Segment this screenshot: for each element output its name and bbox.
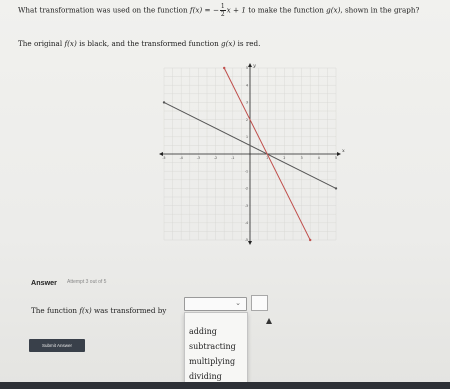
submit-answer-button[interactable]: Submit Answer <box>29 339 85 352</box>
x-axis-label: x <box>342 148 345 154</box>
x-tick-label: 4 <box>317 156 320 160</box>
x-tick-label: -5 <box>162 156 166 160</box>
y-tick-label: 5 <box>245 66 248 71</box>
y-tick-label: -5 <box>244 238 248 243</box>
option-dividing[interactable]: dividing <box>189 372 222 381</box>
graph-description <box>18 39 260 48</box>
question-part3: , shown in the graph? <box>340 5 420 15</box>
question-gx: g(x) <box>326 5 341 15</box>
y-axis-label: y <box>253 63 256 69</box>
x-tick-label: 2 <box>283 156 286 160</box>
x-tick-label: 5 <box>334 156 338 160</box>
y-tick-label: 3 <box>245 100 248 105</box>
black-line-endpoint <box>163 101 165 103</box>
attempt-counter: Attempt 3 out of 5 <box>67 279 107 285</box>
x-tick-label: -1 <box>231 156 235 160</box>
desc-part3: is red. <box>237 39 261 48</box>
y-tick-label: 1 <box>245 135 248 139</box>
transformation-select[interactable] <box>184 297 247 311</box>
mouse-cursor-icon <box>266 318 272 324</box>
question-text <box>18 3 448 18</box>
y-tick-label: 2 <box>245 117 248 122</box>
question-tail: x + 1 <box>226 5 246 15</box>
option-multiplying[interactable]: multiplying <box>189 357 236 366</box>
desc-part2: is black, and the transformed function <box>79 39 219 48</box>
graph-axes <box>159 63 341 245</box>
question-part2: to make the function <box>248 5 324 15</box>
answer-prompt <box>31 306 166 315</box>
x-tick-label: -4 <box>179 156 183 160</box>
question-fx: f(x) = − <box>189 5 219 15</box>
y-tick-label: -3 <box>244 203 248 208</box>
desc-gx: g(x) <box>221 39 236 48</box>
chevron-down-icon: ⌄ <box>235 299 241 307</box>
y-tick-label: -1 <box>244 169 248 174</box>
desc-part1: The original <box>18 39 63 48</box>
transformation-dropdown-menu <box>184 312 248 384</box>
y-tick-label: 4 <box>245 83 248 88</box>
x-tick-label: 1 <box>266 156 269 160</box>
y-axis-arrow-icon <box>248 63 252 67</box>
prompt-part2: was transformed by <box>93 306 167 315</box>
bottom-bar <box>0 382 450 389</box>
fraction-numerator: 1 <box>220 3 225 10</box>
y-axis-arrow-icon <box>248 241 252 245</box>
y-tick-label: -4 <box>244 221 248 225</box>
x-tick-label: 3 <box>300 156 303 160</box>
fraction-denominator: 2 <box>220 11 225 18</box>
x-tick-label: -2 <box>214 156 218 160</box>
prompt-part1: The function <box>31 306 78 315</box>
x-tick-label: -3 <box>196 156 200 160</box>
question-fraction <box>220 3 226 18</box>
x-axis-arrow-icon <box>337 152 341 156</box>
black-line-endpoint <box>335 187 337 189</box>
red-line-endpoint <box>223 67 225 69</box>
prompt-fx: f(x) <box>79 306 92 315</box>
answer-title: Answer <box>31 278 57 287</box>
red-line-endpoint <box>309 239 311 241</box>
question-part1: What transformation was used on the function <box>18 5 188 15</box>
option-adding[interactable]: adding <box>189 327 217 336</box>
desc-fx: f(x) <box>64 39 77 48</box>
y-tick-label: -2 <box>244 186 248 191</box>
option-subtracting[interactable]: subtracting <box>189 342 236 351</box>
coordinate-graph <box>156 58 344 246</box>
answer-input-box[interactable] <box>251 295 268 311</box>
